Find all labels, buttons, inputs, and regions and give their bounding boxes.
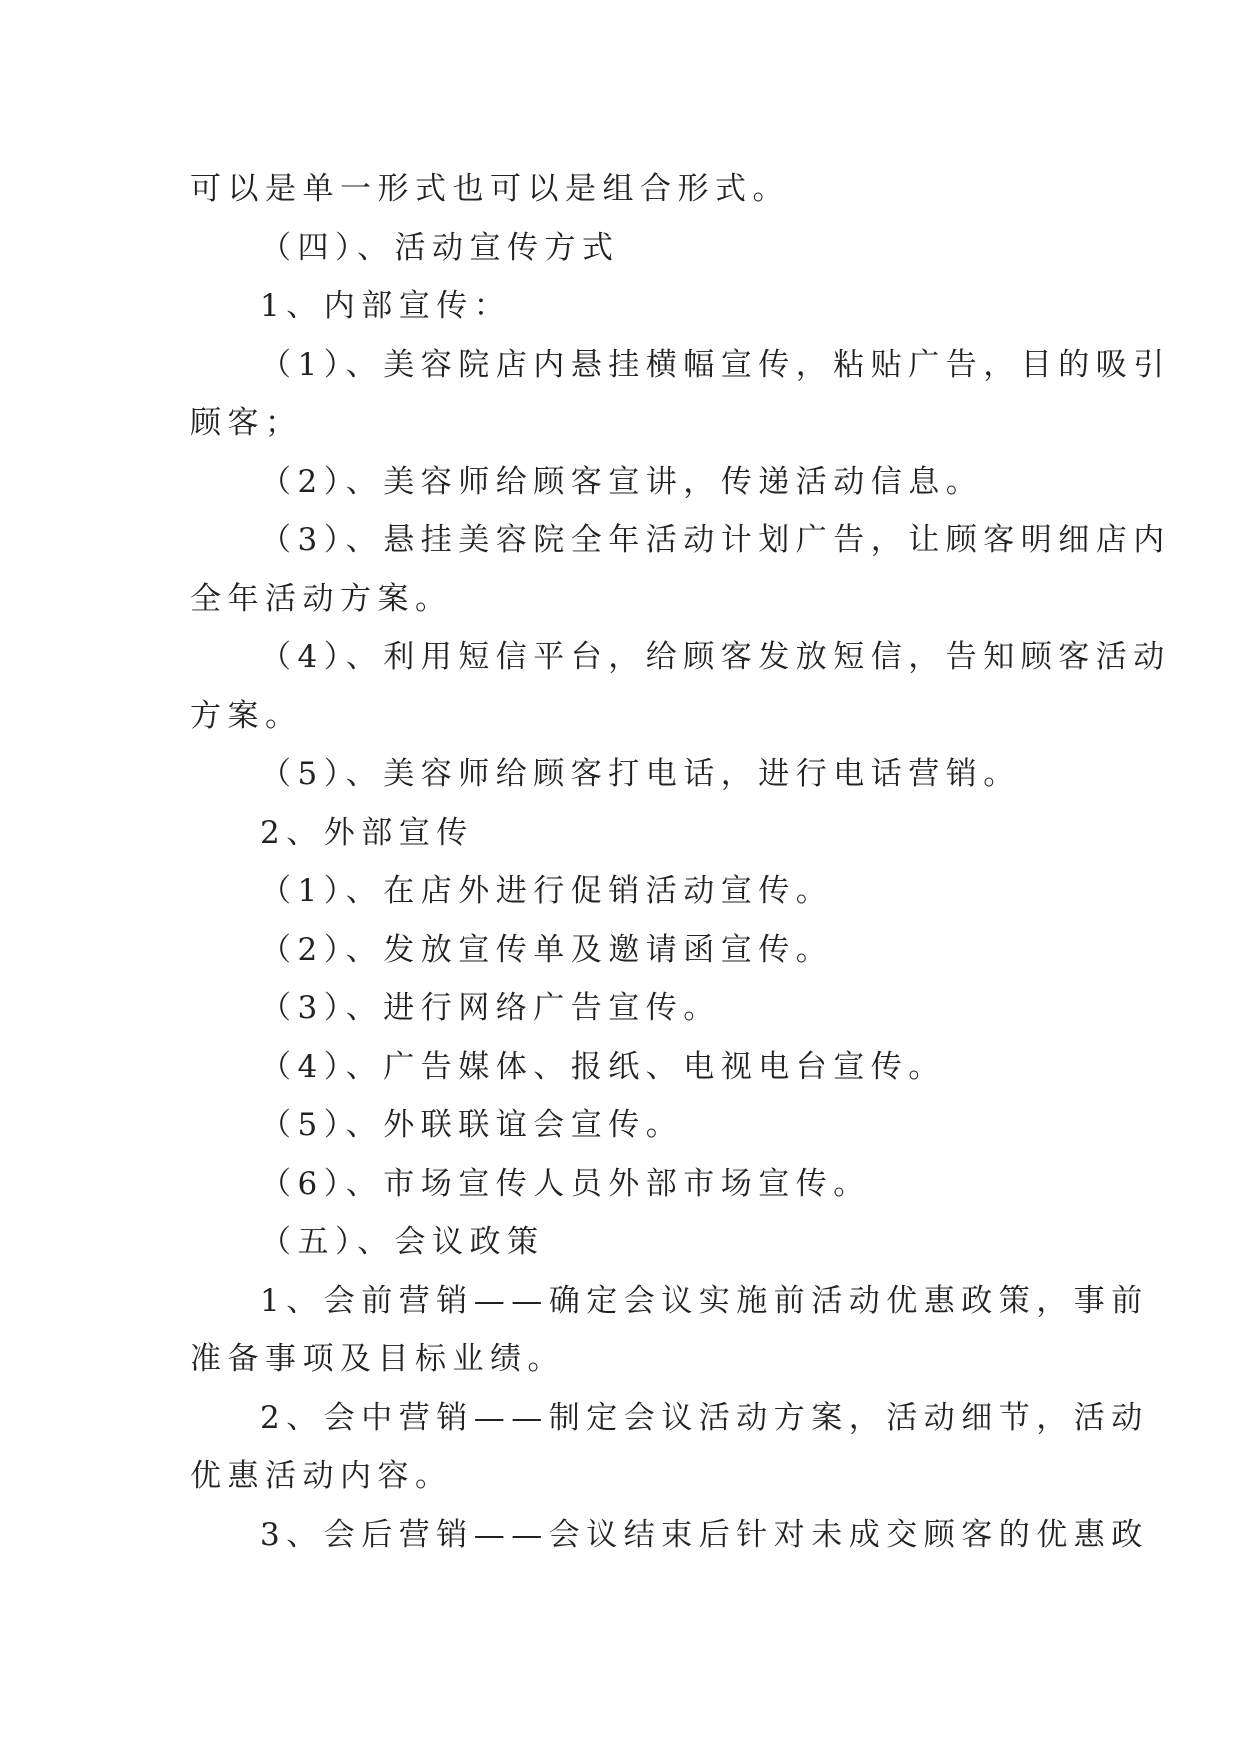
text-line: 准备事项及目标业绩。 [190,1341,565,1377]
text-line: 可以是单一形式也可以是组合形式。 [190,171,790,207]
text-line: （1）、美容院店内悬挂横幅宣传，粘贴广告，目的吸引 [260,346,1171,383]
text-line: 2、外部宣传 [260,814,474,851]
text-line: （5）、美容师给顾客打电话，进行电话营销。 [260,756,1021,792]
text-line: （3）、进行网络广告宣传。 [260,990,721,1026]
text-line: 优惠活动内容。 [190,1458,453,1494]
text-line: 1、会前营销——确定会议实施前活动优惠政策，事前 [260,1282,1149,1319]
text-line: 全年活动方案。 [190,580,453,617]
text-line: 1、内部宣传： [260,288,512,324]
text-line: 3、会后营销——会议结束后针对未成交顾客的优惠政 [260,1516,1149,1553]
text-line: 方案。 [190,697,303,734]
text-line: （4）、广告媒体、报纸、电视电台宣传。 [260,1048,946,1085]
text-line: （5）、外联联谊会宣传。 [260,1107,684,1143]
text-line: （6）、市场宣传人员外部市场宣传。 [260,1165,871,1202]
text-line: （2）、美容师给顾客宣讲，传递活动信息。 [260,463,984,500]
text-line: （4）、利用短信平台，给顾客发放短信，告知顾客活动 [260,639,1171,675]
text-line: （四）、活动宣传方式 [260,229,620,266]
text-line: 顾客； [190,405,303,441]
text-line: （1）、在店外进行促销活动宣传。 [260,873,834,909]
text-line: （五）、会议政策 [260,1224,545,1260]
document-body [190,160,1171,1564]
text-line: （3）、悬挂美容院全年活动计划广告，让顾客明细店内 [260,522,1171,558]
text-line: 2、会中营销——制定会议活动方案，活动细节，活动 [260,1399,1149,1436]
text-line: （2）、发放宣传单及邀请函宣传。 [260,931,834,968]
